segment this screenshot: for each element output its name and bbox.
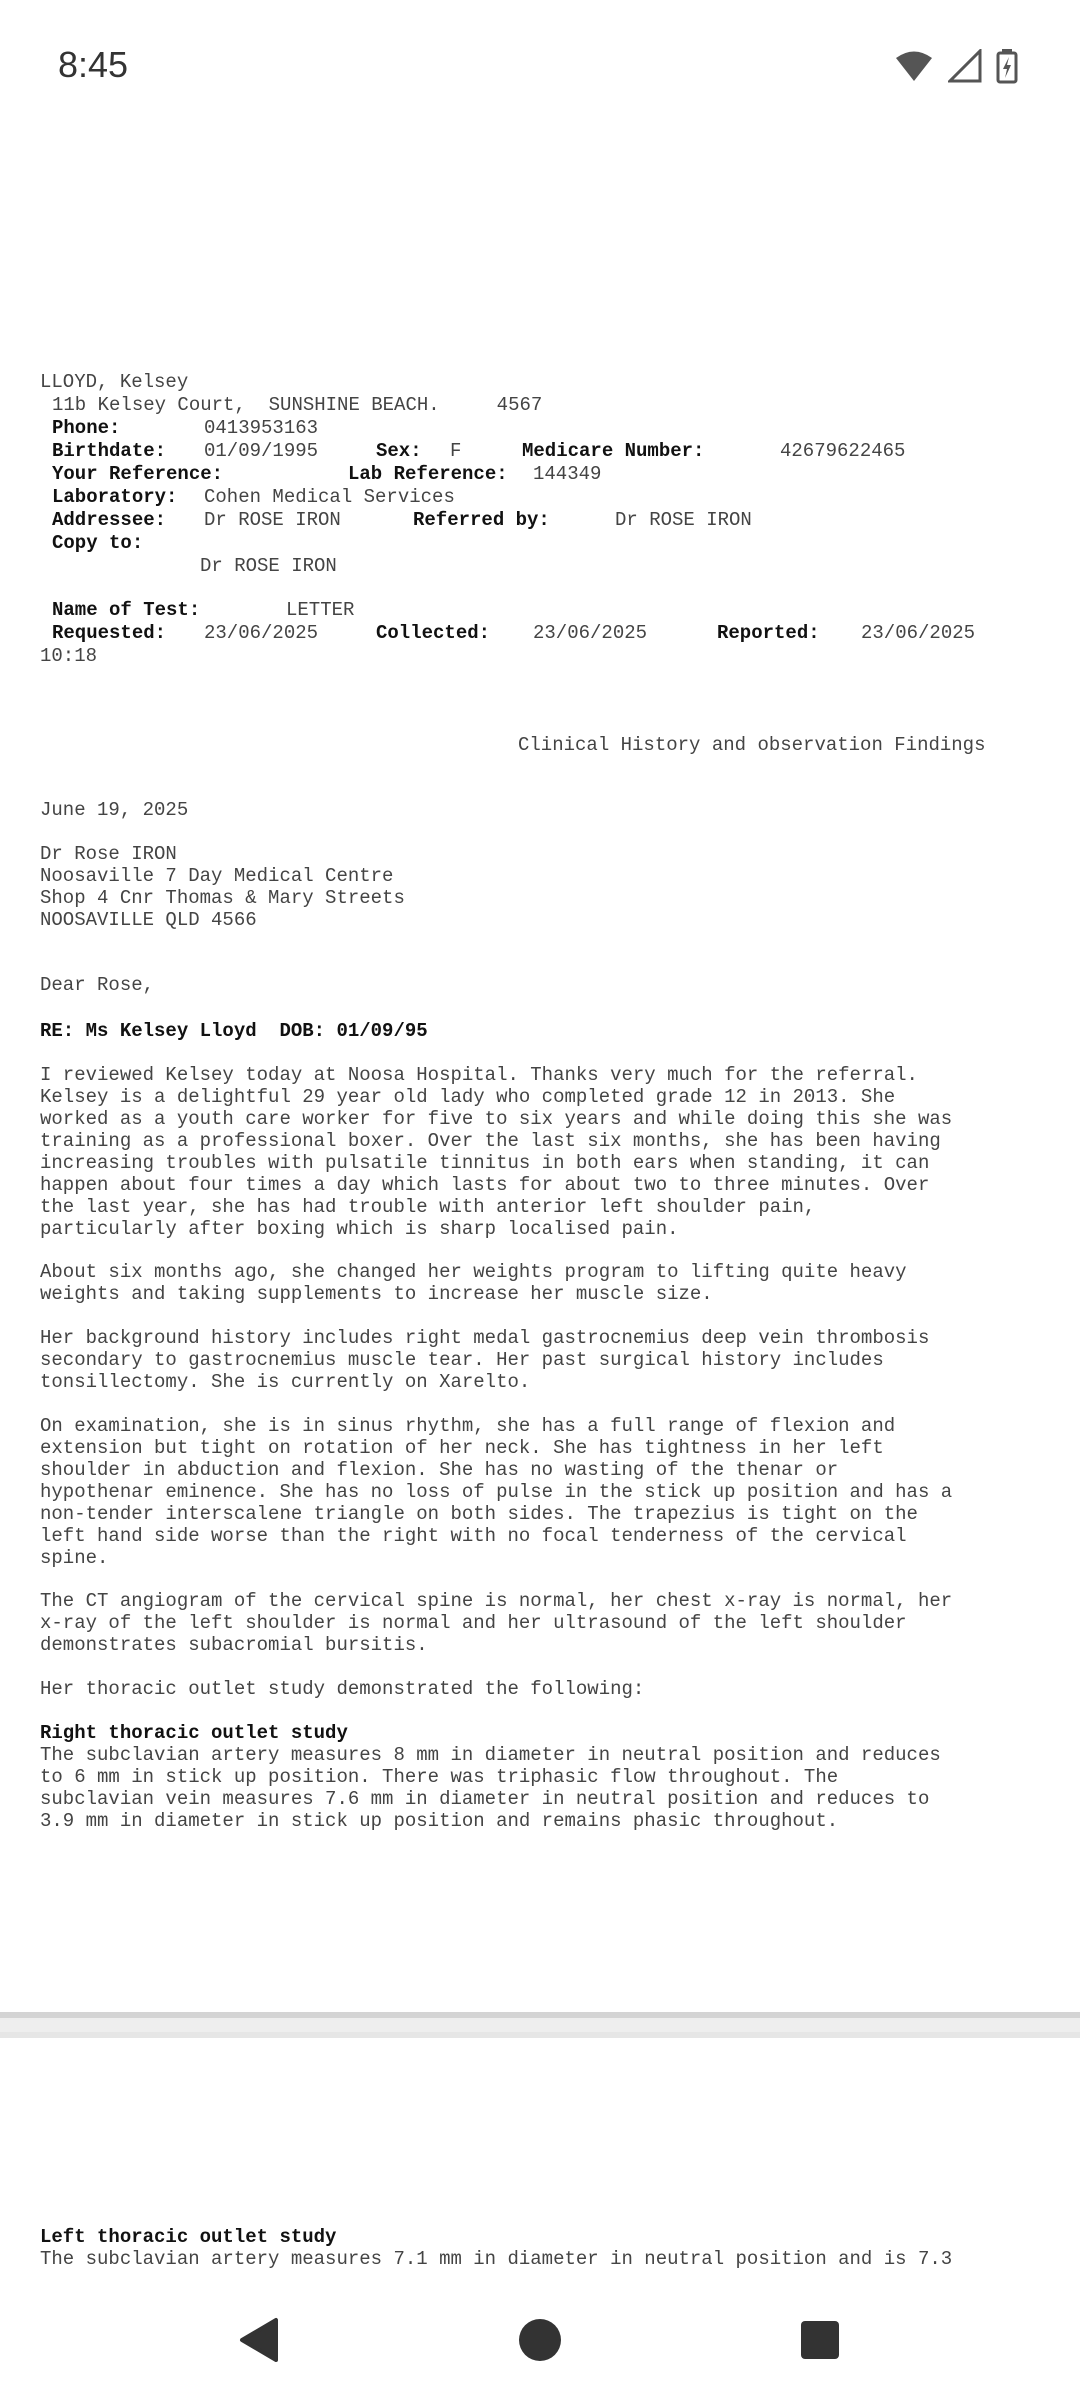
letter-recipient: Dr Rose IRON Noosaville 7 Day Medical Centre Shop 4 Cnr Thomas & Mary Streets NOOSAVILLE QLD 4566 — [40, 843, 405, 931]
left-study-heading: Left thoracic outlet study — [40, 2226, 337, 2248]
copy-to-label: Copy to: — [52, 532, 144, 554]
section-title: Clinical History and observation Findings — [518, 734, 986, 756]
birthdate-label: Birthdate: — [52, 440, 167, 462]
status-time: 8:45 — [58, 44, 129, 85]
lab-reference-label: Lab Reference: — [348, 463, 508, 485]
reported-label: Reported: — [717, 622, 820, 644]
right-study-heading: Right thoracic outlet study — [40, 1722, 348, 1744]
requested-value: 23/06/2025 — [204, 622, 319, 644]
laboratory-value: Cohen Medical Services — [204, 486, 455, 508]
lab-reference-value: 144349 — [533, 463, 602, 485]
letter-paragraph-1: I reviewed Kelsey today at Noosa Hospital. Thanks very much for the referral. Kelsey is a delightful 29 year old lady who completed grade 12 in 2013. She worked as a youth care worker for five to six years and while doing this she was training as a professional boxer. Over the last six months, she has been having increasing troubles with pulsatile tinnitus in both ears when standing, it can happen about four times a day which lasts for about two to three minutes. Over the last year, she has had trouble with anterior left shoulder pain, particularly after boxing which is sharp localised pain. — [40, 1064, 953, 1240]
home-icon — [517, 2317, 563, 2363]
document-page-2[interactable] — [0, 2038, 1080, 2278]
collected-value: 23/06/2025 — [533, 622, 648, 644]
test-name-label: Name of Test: — [52, 599, 201, 621]
test-name-value: LETTER — [286, 599, 355, 621]
addressee-value: Dr ROSE IRON — [204, 509, 341, 531]
laboratory-label: Laboratory: — [52, 486, 178, 508]
addressee-label: Addressee: — [52, 509, 167, 531]
reported-value: 23/06/2025 — [861, 622, 976, 644]
your-reference-label: Your Reference: — [52, 463, 224, 485]
sex-label: Sex: — [376, 440, 422, 462]
letter-paragraph-6: Her thoracic outlet study demonstrated the following: — [40, 1678, 645, 1700]
copy-to-value: Dr ROSE IRON — [200, 555, 337, 577]
letter-date: June 19, 2025 — [40, 799, 189, 821]
recents-button[interactable] — [792, 2312, 848, 2368]
letter-paragraph-3: Her background history includes right medal gastrocnemius deep vein thrombosis secondary to gastrocnemius muscle tear. Her past surgical history includes tonsillectomy. She is currently on Xarelto. — [40, 1327, 930, 1393]
navigation-bar — [0, 2280, 1080, 2400]
medicare-value: 42679622465 — [780, 440, 906, 462]
letter-paragraph-5: The CT angiogram of the cervical spine is normal, her chest x-ray is normal, her x-ray of the left shoulder is normal and her ultrasound of the left shoulder demonstrates subacromial bursitis. — [40, 1590, 953, 1656]
patient-name: LLOYD, Kelsey — [40, 371, 189, 393]
phone-value: 0413953163 — [204, 417, 319, 439]
patient-address: 11b Kelsey Court, SUNSHINE BEACH. 4567 — [52, 394, 543, 416]
sex-value: F — [450, 440, 462, 462]
right-study-body: The subclavian artery measures 8 mm in diameter in neutral position and reduces to 6 mm in stick up position. There was triphasic flow throughout. The subclavian vein measures 7.6 mm in diameter in neutral position and reduces to 3.9 mm in diameter in stick up position and remains phasic throughout. — [40, 1744, 941, 1832]
back-icon — [236, 2316, 280, 2364]
referred-by-value: Dr ROSE IRON — [615, 509, 752, 531]
reported-time: 10:18 — [40, 645, 98, 667]
birthdate-value: 01/09/1995 — [204, 440, 319, 462]
collected-label: Collected: — [376, 622, 491, 644]
letter-paragraph-4: On examination, she is in sinus rhythm, she has a full range of flexion and extension but tight on rotation of her neck. She has tightness in her left shoulder in abduction and flexion. She has no wasting of the thenar or hypothenar eminence. She has no loss of pulse in the stick up position and has a non-tender interscalene triangle on both sides. The trapezius is tight on the left hand side worse than the right with no focal tenderness of the cervical spine. — [40, 1415, 953, 1569]
letter-re-line: RE: Ms Kelsey Lloyd DOB: 01/09/95 — [40, 1020, 428, 1042]
back-button[interactable] — [230, 2312, 286, 2368]
medicare-label: Medicare Number: — [522, 440, 705, 462]
letter-salutation: Dear Rose, — [40, 974, 155, 996]
home-button[interactable] — [512, 2312, 568, 2368]
letter-paragraph-2: About six months ago, she changed her weights program to lifting quite heavy weights and taking supplements to increase her muscle size. — [40, 1261, 907, 1305]
requested-label: Requested: — [52, 622, 167, 644]
recents-icon — [799, 2319, 841, 2361]
referred-by-label: Referred by: — [413, 509, 550, 531]
left-study-body: The subclavian artery measures 7.1 mm in diameter in neutral position and is 7.3 — [40, 2248, 953, 2270]
page-divider — [0, 2012, 1080, 2038]
phone-label: Phone: — [52, 417, 121, 439]
